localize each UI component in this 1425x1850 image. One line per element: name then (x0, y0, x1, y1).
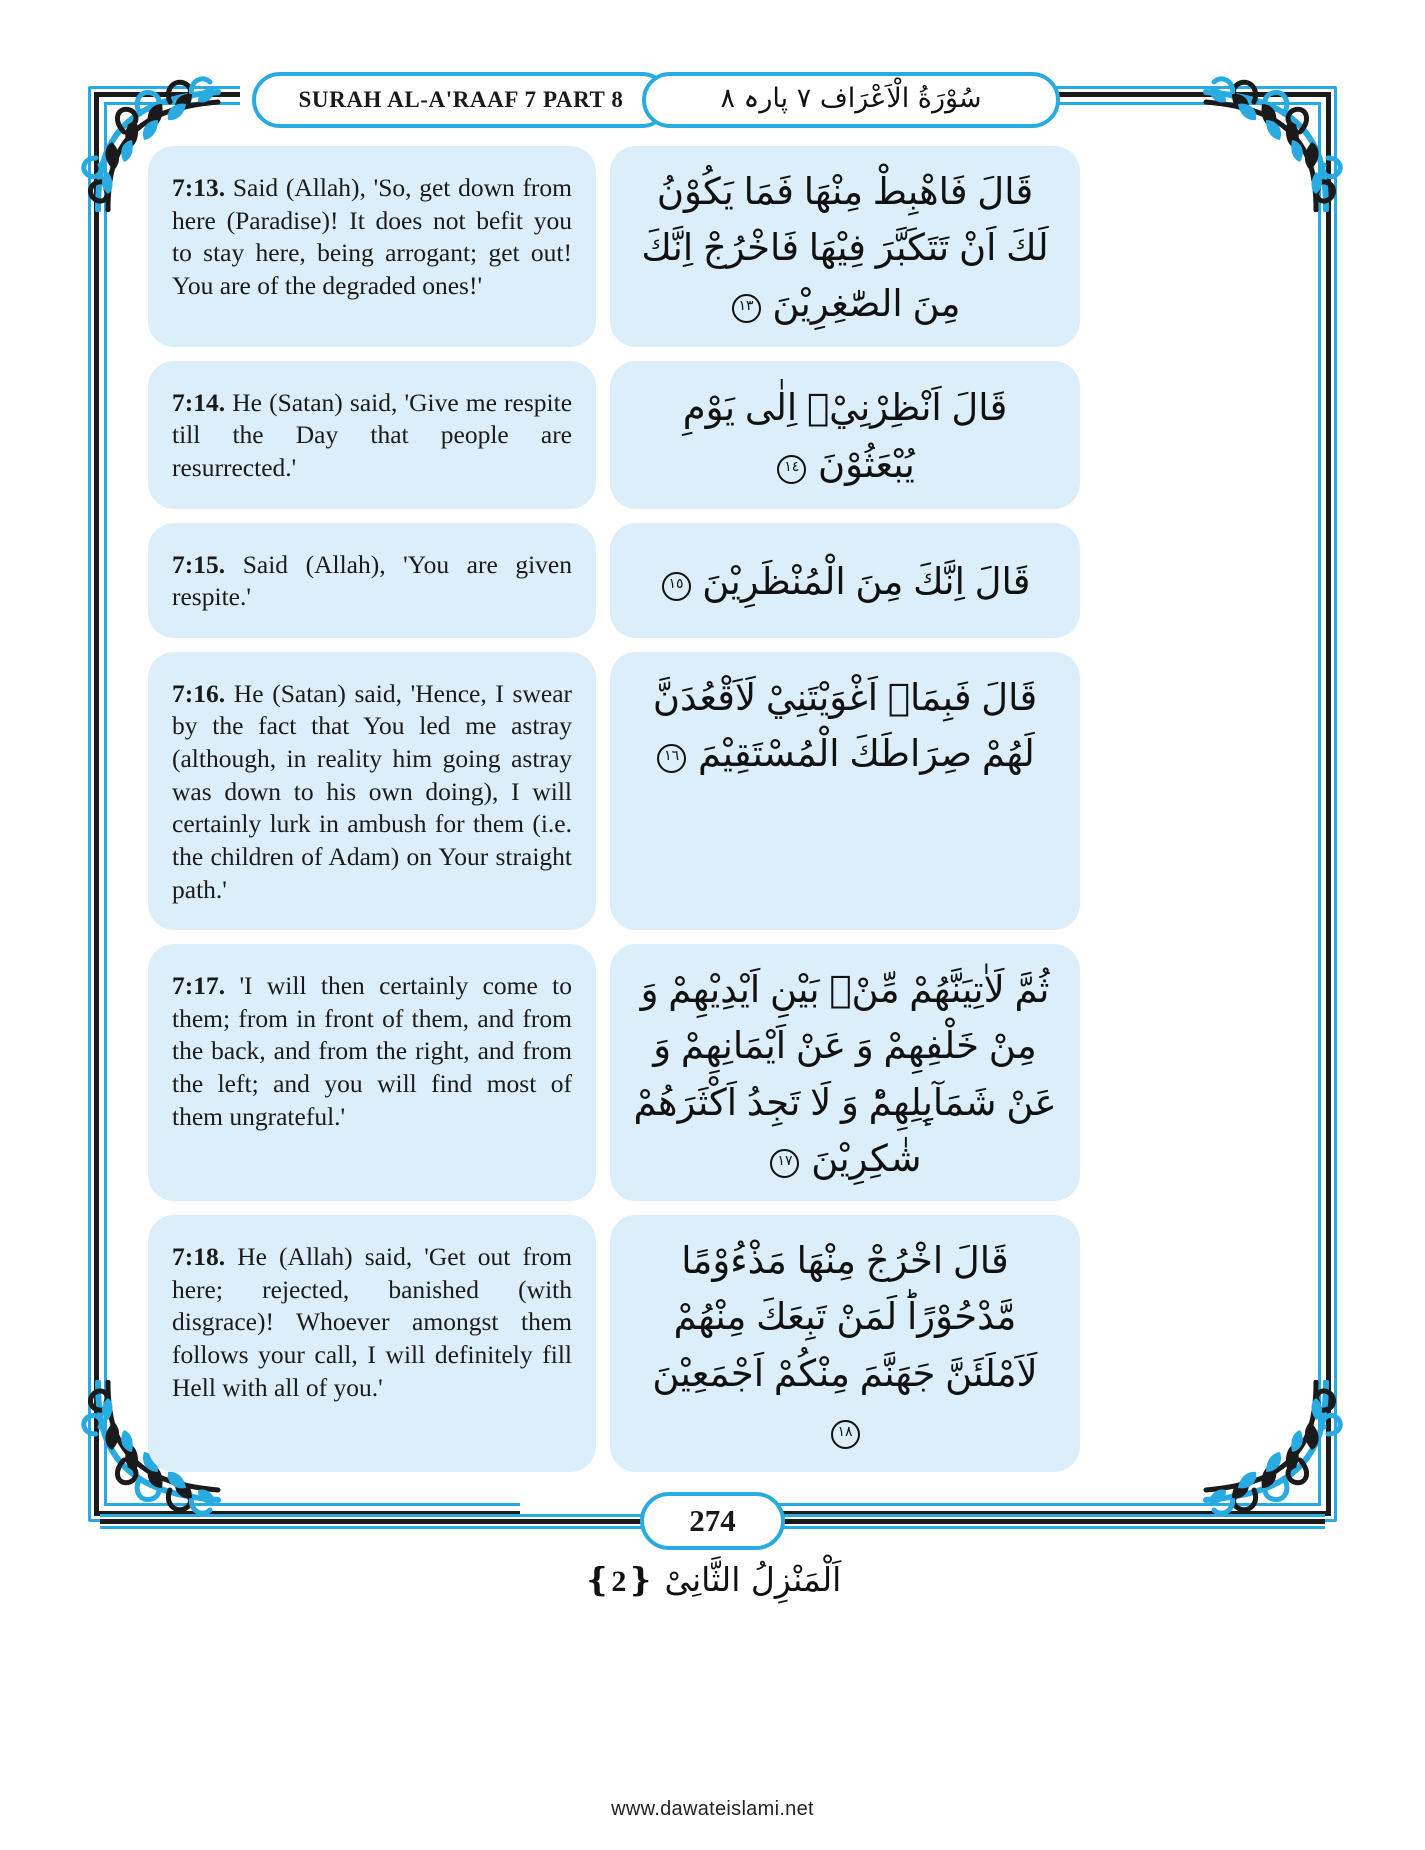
verse-row (148, 523, 1280, 638)
verse-row (148, 361, 1280, 509)
manzil-number: 2 (611, 1565, 627, 1598)
verse-list (148, 146, 1280, 1486)
verse-number: 7:18. (172, 1242, 226, 1272)
surah-title-ar: سُوْرَةُ الْاَعْرَاف ٧ پارہ ٨ (720, 82, 982, 114)
site-url: www.dawateislami.net (611, 1798, 814, 1820)
manzil-bracket-right: ❵ (583, 1560, 612, 1599)
page-number-capsule (640, 1492, 785, 1550)
page-header (100, 72, 1325, 130)
ayah-end-marker: ١٨ (831, 1420, 860, 1449)
manzil-line (0, 1560, 1425, 1599)
verse-english-text: He (Satan) said, 'Give me respite till the Day that people are resurrected.' (172, 387, 573, 482)
verse-english-text: Said (Allah), 'You are given respite.' (172, 549, 572, 612)
ayah-end-marker: ١٥ (662, 572, 691, 601)
verse-arabic-cell (610, 944, 1080, 1201)
verse-arabic-text: قَالَ فَاهْبِطْ مِنْهَا فَمَا يَكُوْنُ لَكَ اَنْ تَتَكَبَّرَ فِيْهَا فَاخْرُجْ اِنَّكَ مِنَ الصّٰغِرِيْنَ (641, 170, 1049, 326)
verse-english-cell (148, 523, 596, 638)
ayah-end-marker: ١٦ (657, 744, 686, 773)
verse-arabic-cell (610, 361, 1080, 509)
verse-english-text: He (Allah) said, 'Get out from here; rejected, banished (with disgrace)! Whoever amongst them follows your call, I will definitely fill Hell with all of you.' (172, 1242, 573, 1402)
page-footer (100, 1492, 1325, 1552)
ayah-end-marker: ١٣ (732, 294, 761, 323)
surah-title-en-capsule (252, 72, 670, 128)
verse-arabic-text: ثُمَّ لَاٰتِيَنَّهُمْ مِّنْۢ بَيْنِ اَيْدِيْهِمْ وَ مِنْ خَلْفِهِمْ وَ عَنْ اَيْمَانِهِمْ وَ عَنْ شَمَآىِٕلِهِمْؕ وَ لَا تَجِدُ اَكْثَرَهُمْ شٰكِرِيْنَ (633, 968, 1057, 1180)
surah-title-en: SURAH AL-A'RAAF 7 PART 8 (298, 87, 624, 112)
ayah-end-marker: ١٧ (770, 1149, 799, 1178)
verse-arabic-cell (610, 523, 1080, 638)
verse-arabic-cell (610, 1215, 1080, 1472)
verse-english-cell (148, 944, 596, 1201)
verse-row (148, 652, 1280, 930)
verse-number: 7:15. (172, 549, 226, 579)
verse-english-text: He (Satan) said, 'Hence, I swear by the fact that You led me astray (although, in reality him going astray was down to his own doing), I will certainly lurk in ambush for them (i.e. the children of Adam) on Your straight path.' (172, 678, 572, 904)
verse-number: 7:14. (172, 387, 226, 417)
verse-english-cell (148, 146, 596, 347)
manzil-label-ar: اَلْمَنْزِلُ الثَّانِیْ (664, 1560, 842, 1599)
verse-english-cell (148, 361, 596, 509)
page-number: 274 (689, 1503, 736, 1538)
verse-english-cell (148, 1215, 596, 1472)
verse-arabic-text: قَالَ فَبِمَاۤ اَغْوَيْتَنِيْ لَاَقْعُدَنَّ لَهُمْ صِرَاطَكَ الْمُسْتَقِيْمَ (652, 675, 1038, 776)
verse-arabic-cell (610, 146, 1080, 347)
verse-english-cell (148, 652, 596, 930)
verse-arabic-text: قَالَ اخْرُجْ مِنْهَا مَذْءُوْمًا مَّدْحُوْرًاؕ لَمَنْ تَبِعَكَ مِنْهُمْ لَاَمْلَئَنَّ جَهَنَّمَ مِنْكُمْ اَجْمَعِيْنَ (652, 1239, 1038, 1395)
verse-english-text: Said (Allah), 'So, get down from here (Paradise)! It does not befit you to stay here, being arrogant; get out! You are of the degraded ones!' (172, 173, 573, 300)
verse-row (148, 944, 1280, 1201)
verse-row (148, 146, 1280, 347)
verse-row (148, 1215, 1280, 1472)
verse-number: 7:13. (172, 173, 226, 202)
verse-number: 7:17. (172, 971, 226, 1001)
verse-arabic-text: قَالَ اِنَّكَ مِنَ الْمُنْظَرِيْنَ (702, 560, 1031, 604)
verse-english-text: 'I will then certainly come to them; from in front of them, and from the back, and from the right, and from the left; and you will find most of them ungrateful.' (172, 971, 572, 1131)
manzil-bracket-left: ❴ (626, 1560, 654, 1599)
verse-arabic-text: قَالَ اَنْظِرْنِيْۤ اِلٰى يَوْمِ يُبْعَثُوْنَ (682, 386, 1008, 486)
verse-arabic-cell (610, 652, 1080, 930)
surah-title-ar-capsule (642, 72, 1060, 128)
ayah-end-marker: ١٤ (777, 455, 806, 484)
verse-number: 7:16. (172, 678, 226, 708)
